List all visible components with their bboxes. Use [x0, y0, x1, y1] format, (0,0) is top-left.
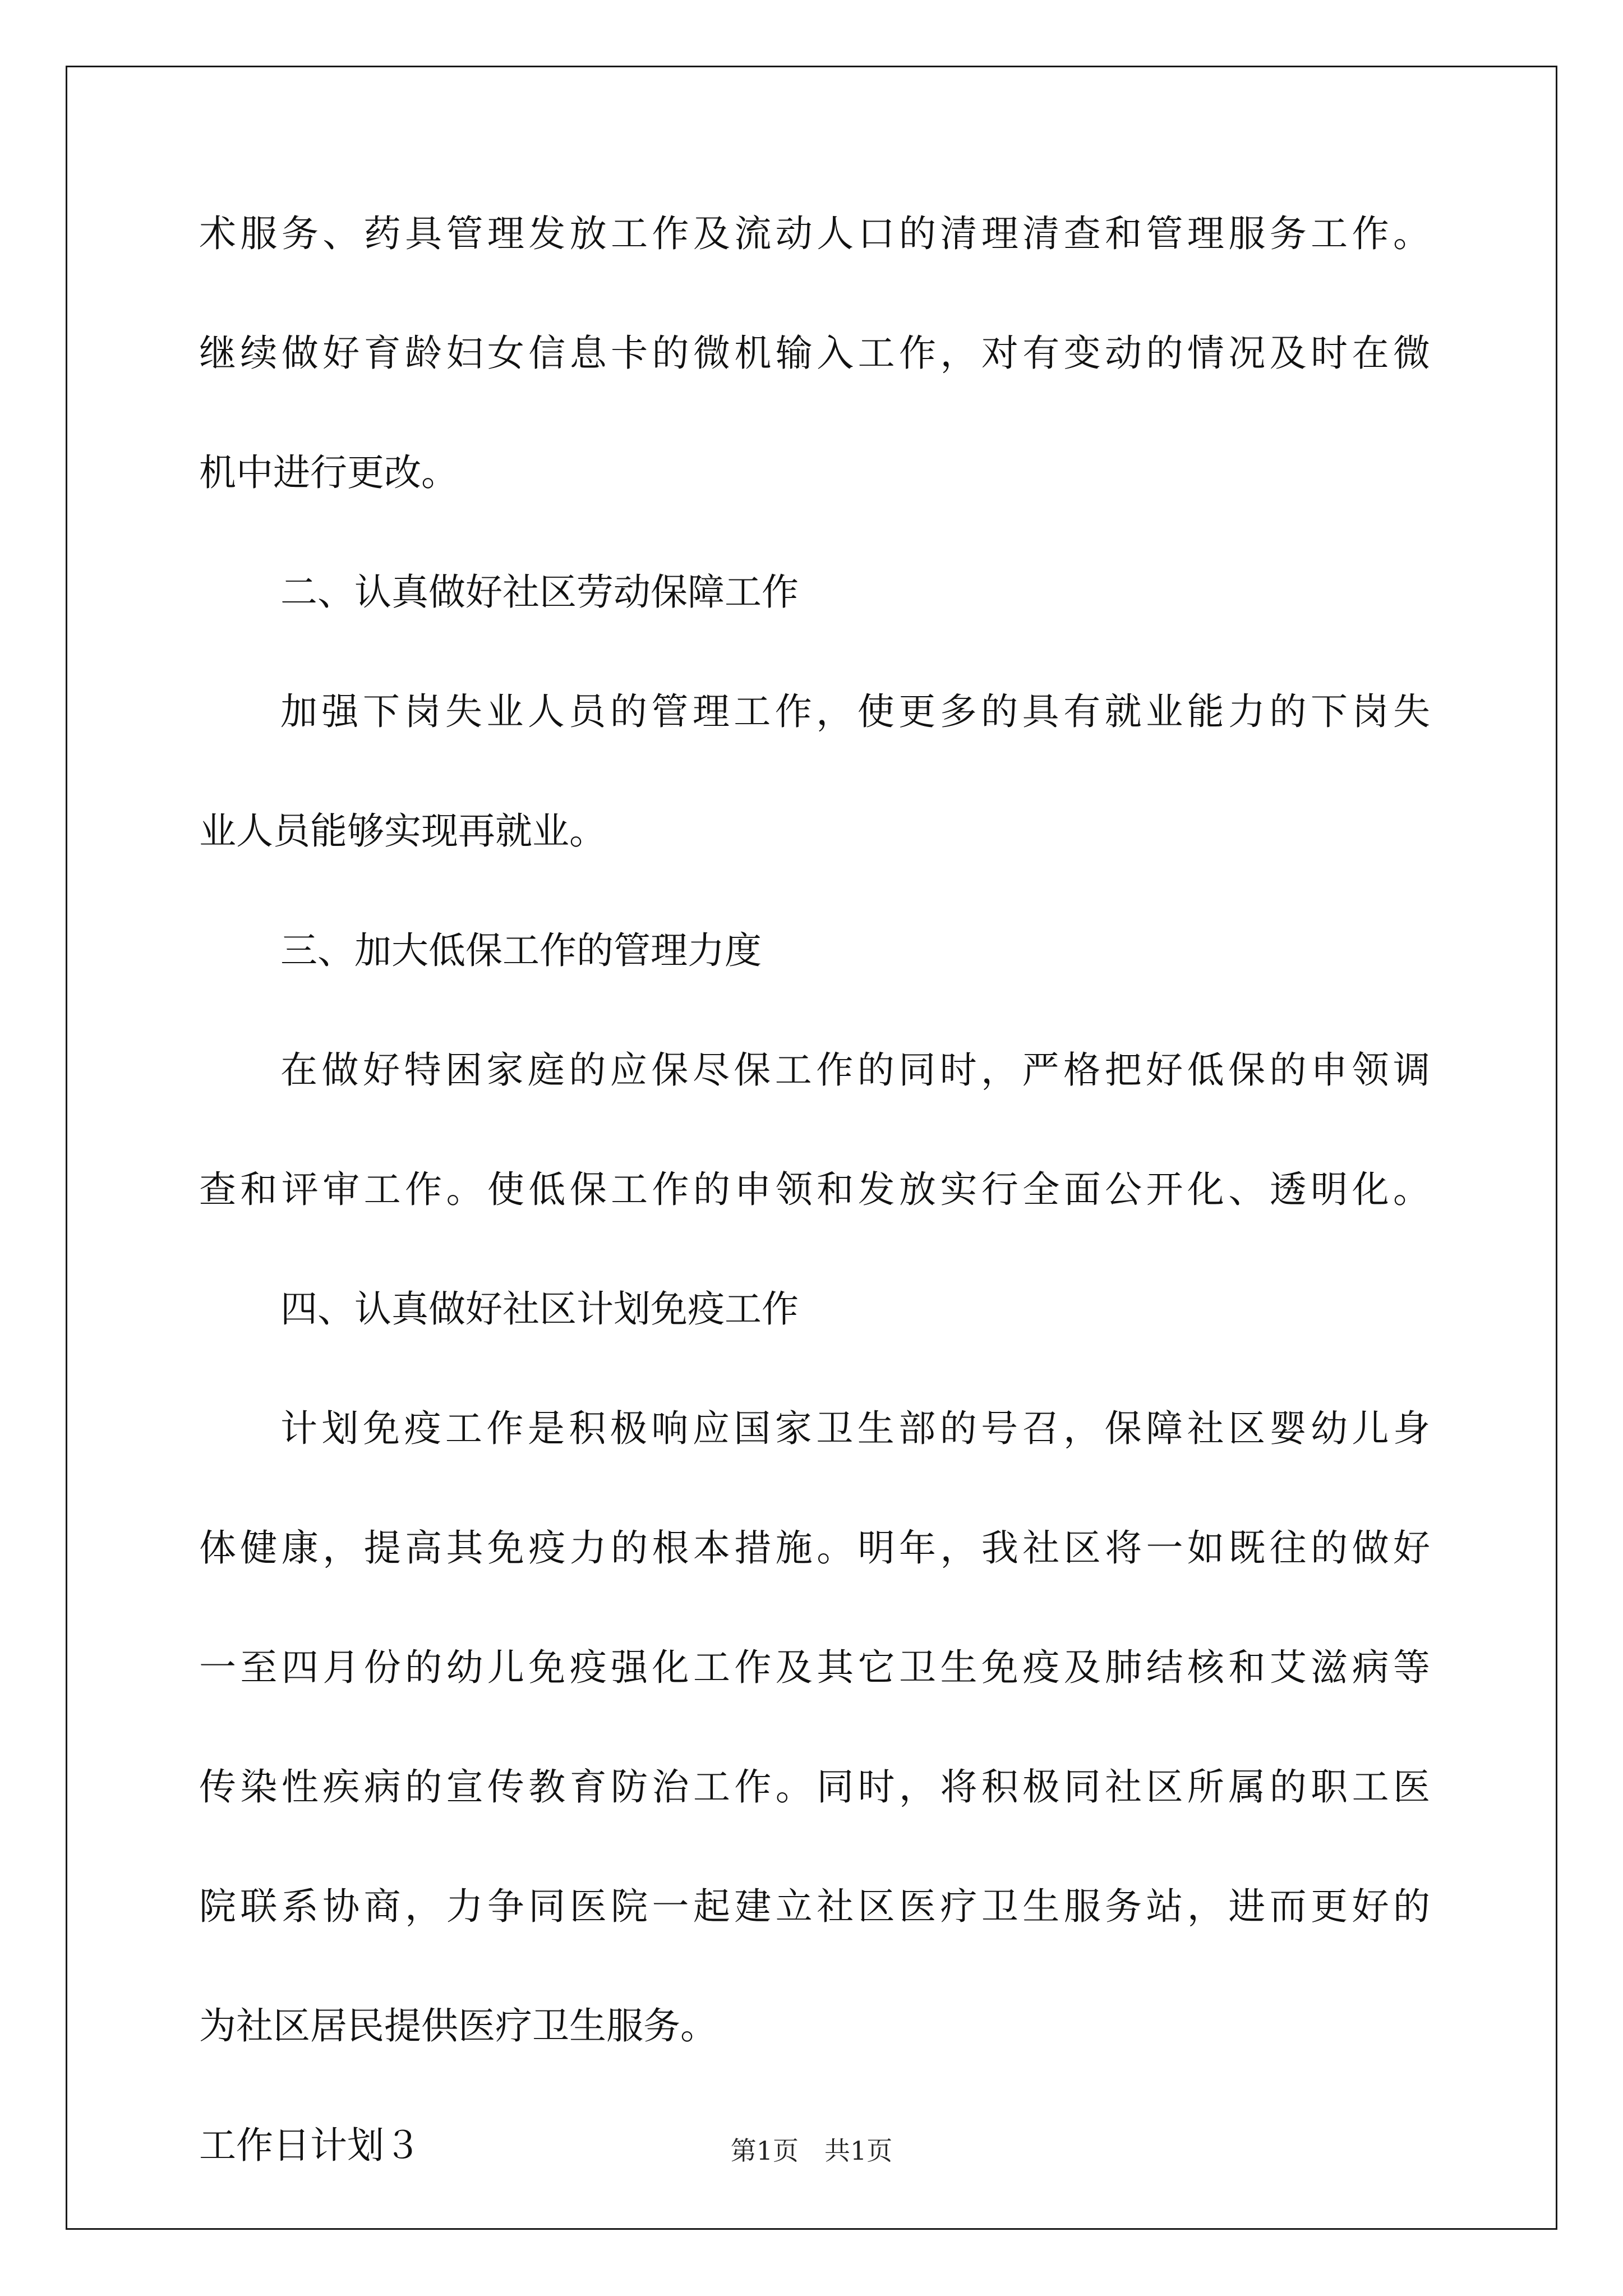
text-line: 业人员能够实现再就业。 — [199, 809, 606, 853]
page-footer: 第1页 共1页 — [730, 2136, 893, 2166]
document-subtitle: 工作日计划３ — [199, 2124, 421, 2167]
section-heading: 四、认真做好社区计划免疫工作 — [280, 1287, 799, 1331]
text-line: 术服务、药具管理发放工作及流动人口的清理清查和管理服务工作。 — [199, 212, 1430, 255]
text-line: 机中进行更改。 — [199, 451, 458, 494]
text-line: 查和评审工作。使低保工作的申领和发放实行全面公开化、透明化。 — [199, 1168, 1430, 1211]
text-line: 一至四月份的幼儿免疫强化工作及其它卫生免疫及肺结核和艾滋病等 — [199, 1646, 1430, 1689]
text-line: 在做好特困家庭的应保尽保工作的同时，严格把好低保的申领调 — [280, 1048, 1430, 1092]
section-heading: 三、加大低保工作的管理力度 — [280, 929, 762, 972]
text-line: 院联系协商，力争同医院一起建立社区医疗卫生服务站，进而更好的 — [199, 1885, 1430, 1928]
text-line: 传染性疾病的宣传教育防治工作。同时，将积极同社区所属的职工医 — [199, 1765, 1430, 1809]
document-body — [199, 206, 1430, 2238]
section-heading: 二、认真做好社区劳动保障工作 — [280, 570, 799, 614]
text-line: 加强下岗失业人员的管理工作，使更多的具有就业能力的下岗失 — [280, 690, 1430, 733]
text-line: 计划免疫工作是积极响应国家卫生部的号召，保障社区婴幼儿身 — [280, 1407, 1430, 1450]
text-line: 为社区居民提供医疗卫生服务。 — [199, 2004, 717, 2047]
text-line: 继续做好育龄妇女信息卡的微机输入工作，对有变动的情况及时在微 — [199, 332, 1430, 375]
text-line: 体健康，提高其免疫力的根本措施。明年，我社区将一如既往的做好 — [199, 1526, 1430, 1570]
